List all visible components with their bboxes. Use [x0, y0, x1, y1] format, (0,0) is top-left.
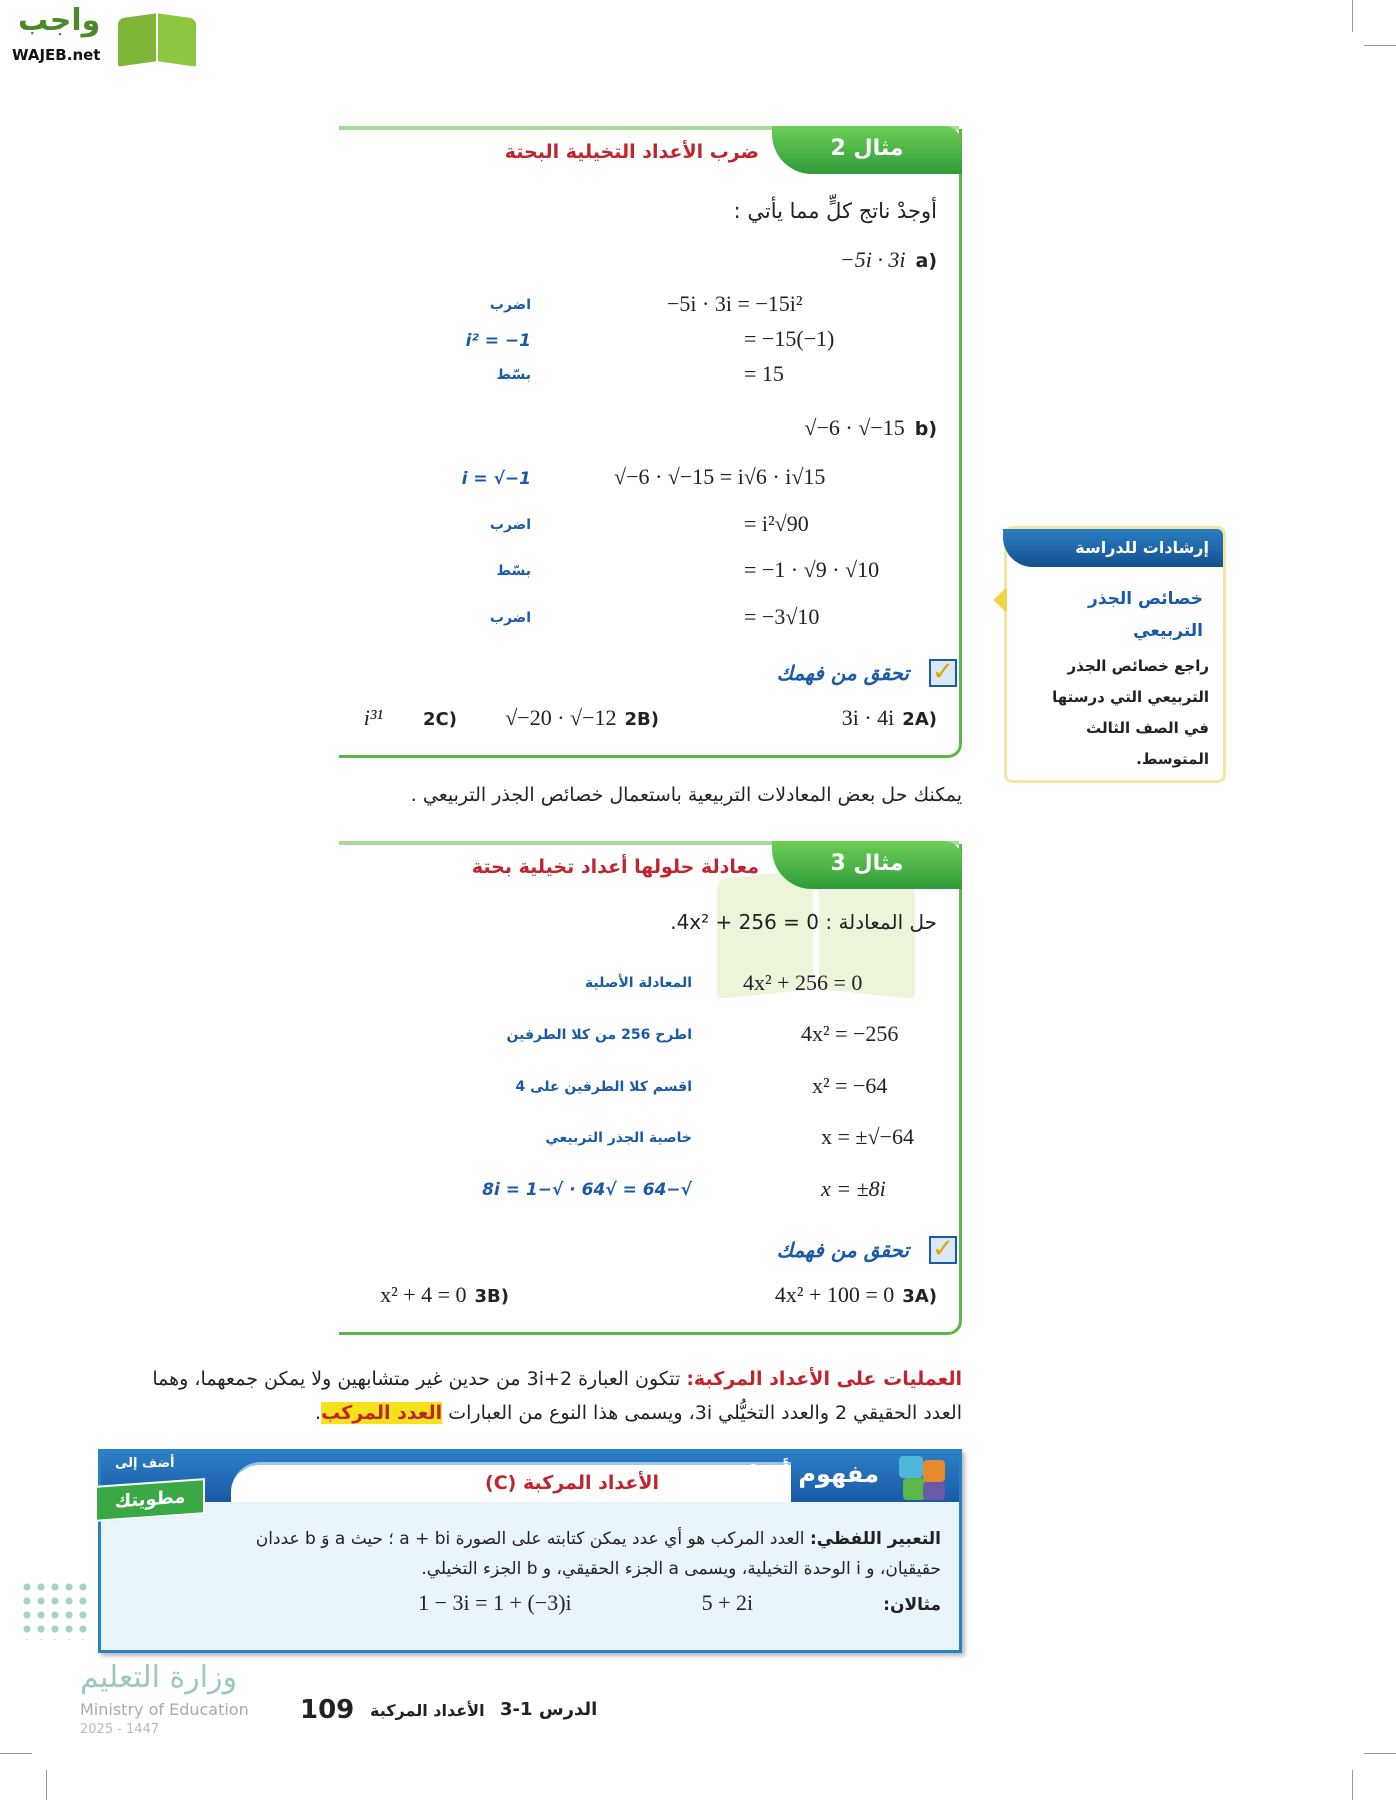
part-expr: −5i · 3i: [839, 247, 906, 272]
operations-text: تتكون العبارة 2+3i من حدين غير متشابهين ولا يمكن جمعهما، وهما: [152, 1368, 681, 1390]
step-note: i² = −1: [465, 331, 531, 351]
example-expr: 5 + 2i: [701, 1590, 754, 1615]
step-math: 4x² + 256 = 0: [743, 970, 863, 995]
body-line: راجع خصائص الجذر: [1067, 657, 1209, 675]
operations-text: .: [315, 1402, 322, 1424]
study-tip-body: [1052, 651, 1209, 775]
step-note: اقسم كلا الطرفين على 4: [515, 1079, 692, 1095]
step-note: اضرب: [489, 517, 531, 533]
step-note: خاصية الجذر التربيعي: [545, 1130, 692, 1146]
bridge-text: يمكنك حل بعض المعادلات التربيعية باستعمال خصائص الجذر التربيعي .: [410, 784, 962, 806]
check-understanding-label: تحقق من فهمك: [776, 661, 909, 685]
example-3-box: [339, 844, 962, 1335]
item-expr: i³¹: [363, 705, 384, 730]
step-math: = −15(−1): [744, 326, 835, 351]
study-tip-title: [1088, 583, 1203, 647]
example-3-title: معادلة حلولها أعداد تخيلية بحتة: [471, 856, 759, 878]
step-note: اضرب: [489, 297, 531, 313]
puzzle-icon: [899, 1456, 949, 1502]
item-tag: (2A: [902, 709, 937, 730]
check-understanding-label: تحقق من فهمك: [776, 1238, 909, 1262]
logo-arabic: واجب: [18, 3, 101, 38]
item-expr: 3i · 4i: [841, 705, 895, 730]
check-item-2b: [505, 705, 659, 731]
operations-paragraph: [112, 1362, 962, 1430]
operations-line-1: [112, 1362, 962, 1396]
step-note: اطرح 256 من كلا الطرفين: [506, 1027, 692, 1043]
key-concept-line-2: حقيقيان، و i الوحدة التخيلية، ويسمى a الجزء الحقيقي، و b الجزء التخيلي.: [421, 1559, 941, 1579]
book-icon: [118, 8, 198, 64]
part-tag: (b: [914, 418, 937, 440]
foldables-badge: مطويتك: [95, 1478, 205, 1522]
pointer-icon: [993, 587, 1007, 613]
study-tip-box: [1004, 526, 1226, 783]
operations-text: العدد الحقيقي 2 والعدد التخيُّلي 3i، ويسمى هذا النوع من العبارات: [442, 1402, 962, 1424]
operations-heading: العمليات على الأعداد المركبة:: [686, 1368, 962, 1390]
step-math: x = ±8i: [821, 1176, 886, 1201]
step-math: −5i · 3i = −15i²: [667, 291, 803, 316]
item-tag: (2B: [624, 709, 659, 730]
part-a-heading: [840, 247, 937, 273]
key-concept-title: الأعداد المركبة (C): [485, 1472, 659, 1494]
step-math: x² = −64: [812, 1073, 888, 1098]
ministry-year: 2025 - 1447: [80, 1722, 160, 1737]
check-item-2c: [227, 705, 457, 731]
crop-mark: [46, 1770, 47, 1800]
check-item-3b: [380, 1282, 509, 1308]
example-2-label: مثال 2: [772, 126, 962, 174]
crop-mark: [1352, 0, 1353, 32]
ministry-dots-logo: [20, 1580, 90, 1640]
check-item-2a: [842, 705, 937, 731]
part-tag: (a: [915, 250, 937, 272]
step-math: 4x² = −256: [801, 1021, 899, 1046]
title-line: خصائص الجذر: [1088, 589, 1203, 609]
highlighted-term: العدد المركب: [321, 1402, 443, 1424]
item-expr: √−20 · √−12: [505, 705, 617, 730]
example-3-prompt: حل المعادلة : 4x² + 256 = 0.: [670, 910, 937, 934]
key-concept-box: [98, 1449, 962, 1653]
crop-mark: [0, 1753, 32, 1754]
step-note: المعادلة الأصلية: [584, 975, 692, 991]
key-concept-body: [221, 1524, 941, 1620]
crop-mark: [1364, 1753, 1396, 1754]
part-expr: √−6 · √−15: [804, 415, 905, 440]
example-2-prompt: أوجدْ ناتج كلٍّ مما يأتي :: [733, 199, 937, 223]
item-expr: x² + 4 = 0: [380, 1282, 467, 1307]
ministry-english: Ministry of Education: [80, 1700, 249, 1719]
words-label: التعبير اللفظي:: [809, 1529, 941, 1549]
key-concept-line-1: [221, 1524, 941, 1554]
example-2-box: [339, 129, 962, 758]
example-3-label: مثال 3: [772, 841, 962, 889]
crop-mark: [1352, 1770, 1353, 1800]
body-line: المتوسط.: [1136, 750, 1209, 768]
step-note: بسّط: [496, 367, 531, 383]
item-tag: (2C: [423, 709, 457, 730]
operations-line-2: [112, 1396, 962, 1430]
example-expr: 1 − 3i = 1 + (−3)i: [418, 1590, 572, 1615]
wajeb-logo: [10, 4, 200, 70]
lesson-title: الأعداد المركبة: [370, 1701, 485, 1720]
step-note: بسّط: [496, 563, 531, 579]
ministry-arabic: وزارة التعليم: [80, 1660, 238, 1695]
lesson-number: الدرس 1-3: [500, 1699, 598, 1720]
foldable-add-to: أضف إلى: [115, 1456, 175, 1471]
title-line: التربيعي: [1133, 621, 1203, 641]
step-math: x = ±√−64: [821, 1124, 914, 1149]
study-tip-header: إرشادات للدراسة: [1003, 529, 1223, 567]
check-item-3a: [775, 1282, 937, 1308]
examples-label: مثالان:: [883, 1595, 941, 1615]
item-tag: (3A: [902, 1286, 937, 1307]
key-concept-label: مفهوم أساسي: [701, 1460, 879, 1488]
page-number: 109: [300, 1695, 355, 1725]
step-math: √−6 · √−15 = i√6 · i√15: [614, 464, 826, 489]
examples-row: [221, 1588, 941, 1620]
crop-mark: [1364, 45, 1396, 46]
step-math: = 15: [744, 361, 784, 386]
step-note: اضرب: [489, 610, 531, 626]
body-line: التربيعي التي درستها: [1052, 688, 1209, 706]
item-expr: 4x² + 100 = 0: [774, 1282, 895, 1307]
body-line: في الصف الثالث: [1086, 719, 1209, 737]
checkmark-icon: ✓: [929, 659, 957, 687]
part-b-heading: [804, 415, 937, 441]
step-note: √−64 = √64 · √−1 = 8i: [482, 1180, 692, 1200]
item-tag: (3B: [474, 1286, 509, 1307]
step-note: i = √−1: [461, 469, 531, 489]
checkmark-icon: ✓: [929, 1236, 957, 1264]
step-math: = −3√10: [744, 604, 820, 629]
step-math: = −1 · √9 · √10: [744, 557, 880, 582]
definition-text: العدد المركب هو أي عدد يمكن كتابته على الصورة a + bi ؛ حيث a وَ b عددان: [255, 1529, 805, 1549]
step-math: = i²√90: [744, 511, 809, 536]
logo-latin: WAJEB.net: [12, 46, 101, 64]
example-2-title: ضرب الأعداد التخيلية البحتة: [504, 141, 759, 163]
